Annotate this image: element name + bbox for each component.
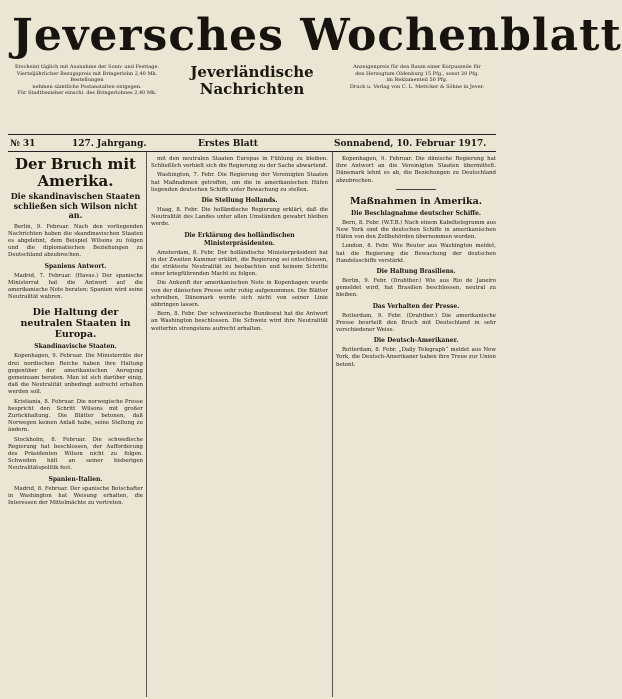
section-heading: Das Verhalten der Presse. (372, 302, 460, 310)
paragraph: Madrid, 8. Februar. Der spanische Botschafter in Washington hat Weisung erhalten, die Interessen der Mittelmächte zu vertreten. (8, 485, 143, 506)
issue-date: Sonnabend, 10. Februar 1917. (334, 139, 487, 149)
section-heading: Die Haltung der neutralen Staaten in Europa. (20, 307, 131, 341)
section-heading: Die Stellung Hollands. (201, 197, 278, 205)
divider (396, 189, 436, 190)
subheadline: Die skandinavischen Staaten schließen sich Wilson nicht an. (10, 191, 141, 220)
paragraph: Haag, 8. Febr. Die holländische Regierung erklärt, daß die Neutralität des Landes unter allen Umständen gewahrt bleiben werde. (151, 207, 328, 228)
advertising-line: Druck u. Verlag von C. L. Mettcker & Söhne in Jever. (349, 83, 485, 90)
column-1 (8, 156, 143, 696)
column-divider (146, 152, 147, 697)
section-heading: Die Erklärung des holländischen Ministerpräsidenten. (184, 231, 295, 247)
volume-year: 127. Jahrgang. (72, 139, 147, 149)
paragraph: Bern, 8. Febr. Der schweizerische Bundesrat hat die Antwort an Washington beschlossen. Die Schweiz wird ihre Neutralität weiterhin strengstens aufrecht erhalten. (151, 311, 328, 332)
paragraph: Berlin, 9. Febr. (Drahtber.) Wie aus Rio de Janeiro gemeldet wird, hat Brasilien beschlossen, neutral zu bleiben. (336, 278, 496, 299)
headline: Maßnahmen in Amerika. (349, 195, 483, 207)
section-heading: Die Deutsch-Amerikaner. (373, 337, 459, 345)
advertising-line: im Reklamenteil 50 Pfg. (386, 77, 448, 83)
column-2 (151, 156, 328, 696)
headline: Der Bruch mit Amerika. (15, 155, 136, 190)
paragraph: mit den neutralen Staaten Europas in Fühlung zu bleiben. Schließlich verhielt sich die Regierung zu der Sache abwartend. (151, 156, 328, 170)
section-heading: Skandinavische Staaten. (34, 343, 117, 351)
paragraph: Kopenhagen, 9. Februar. Die Ministerräte der drei nordischen Reiche haben ihre Haltung gegenüber der amerikanischen Anregung gemeinsam beraten. Man ist sich darüber einig, daß die Neutralität unbedingt aufrecht erhalten werden soll. (8, 353, 143, 396)
paragraph: Bern, 8. Febr. (W.T.B.) Nach einem Kabeltelegramm aus New York sind die deutschen Schiffe in amerikanischen Häfen von den Zollbehörden übernommen worden. (336, 219, 496, 241)
subtitle (182, 64, 322, 98)
paragraph: Die Ankunft der amerikanischen Note in Kopenhagen wurde von der dänischen Presse sehr ruhig aufgenommen. Die Blätter schreiben, Dänemark werde sich nicht von seiner Linie abbringen lassen. (151, 280, 328, 309)
advertising-line: Anzeigenpreis für den Raum einer Korpuszeile für (353, 64, 481, 70)
paragraph: London, 8. Febr. Wie Reuter aus Washington meldet, hat die Regierung die Bewachung der deutschen Handelsschiffe verstärkt. (336, 243, 496, 264)
paragraph: Berlin, 9. Februar. Nach den vorliegenden Nachrichten haben die skandinavischen Staaten es abgelehnt, dem Beispiel Wilsons zu folgen und die diplomatischen Beziehungen zu Deutschland abzubrechen. (8, 223, 143, 259)
paragraph: Kopenhagen, 9. Februar. Die dänische Regierung hat ihre Antwort an die Vereinigten Staaten übermittelt. Dänemark lehnt es ab, die Beziehungen zu Deutschland abzubrechen. (336, 156, 496, 184)
section-heading: Die Beschlagnahme deutscher Schiffe. (351, 209, 481, 217)
divider (8, 134, 496, 135)
section-heading: Spaniens Antwort. (44, 262, 107, 270)
paragraph: Rotterdam, 8. Febr. „Daily Telegraph“ meldet aus New York, die Deutsch-Amerikaner haben ihre Treue zur Union betont. (336, 347, 496, 368)
issue-number: № 31 (10, 139, 36, 149)
column-3 (336, 156, 496, 696)
newspaper-title: Jeversches Wochenblatt (12, 10, 622, 61)
subheader (12, 64, 492, 126)
subscription-line: Vierteljährlicher Bezugspreis mit Bringerlohn 2,40 Mk. Bestellungen (16, 70, 158, 83)
subtitle-line: Jeverländische (190, 63, 314, 81)
subscription-line: Erscheint täglich mit Ausnahme der Sonn- und Festtage. (14, 64, 160, 70)
sheet-label: Erstes Blatt (198, 139, 258, 149)
subtitle-line: Nachrichten (199, 80, 305, 98)
paragraph: Rotterdam, 9. Febr. (Drahtber.) Die amerikanische Presse beurteilt den Bruch mit Deutschland in sehr verschiedener Weise. (336, 312, 496, 334)
subscription-info (12, 64, 162, 97)
paragraph: Stockholm, 8. Februar. Die schwedische Regierung hat beschlossen, der Aufforderung des Präsidenten Wilson nicht zu folgen. Schweden hält an seiner bisherigen Neutralitätspolitik fest. (8, 436, 143, 472)
dateline (8, 138, 496, 152)
subscription-line: Für Stadtbezieher einschl. des Bringerlohnes 2,40 Mk. (17, 90, 157, 96)
advertising-info (342, 64, 492, 90)
paragraph: Washington, 7. Febr. Die Regierung der Vereinigten Staaten hat Maßnahmen getroffen, um die in amerikanischen Häfen liegenden deutschen Schiffe unter Bewachung zu stellen. (151, 172, 328, 193)
divider (8, 151, 496, 152)
paragraph: Amsterdam, 8. Febr. Der holländische Ministerpräsident hat in der Zweiten Kammer erklärt, die Regierung sei entschlossen, die strikteste Neutralität zu beobachten und keinem Schritte einer kriegführenden Macht zu folgen. (151, 249, 328, 278)
column-divider (332, 152, 333, 697)
paragraph: Madrid, 7. Februar. (Havas.) Der spanische Ministerrat hat die Antwort auf die amerikanische Note beraten; Spanien wird seine Neutralität wahren. (8, 272, 143, 301)
subscription-line: nehmen sämtliche Postanstalten entgegen. (32, 83, 142, 90)
masthead (12, 10, 622, 62)
section-heading: Spanien-Italien. (48, 475, 103, 483)
paragraph: Kristiania, 8. Februar. Die norwegische Presse bespricht den Schritt Wilsons mit großer Zurückhaltung. Die Blätter betonen, daß Norwegen keinen Anlaß habe, seine Stellung zu ändern. (8, 398, 143, 434)
advertising-line: den Herzogtum Oldenburg 15 Pfg., sonst 20 Pfg. (355, 70, 479, 77)
section-heading: Die Haltung Brasiliens. (376, 268, 456, 276)
